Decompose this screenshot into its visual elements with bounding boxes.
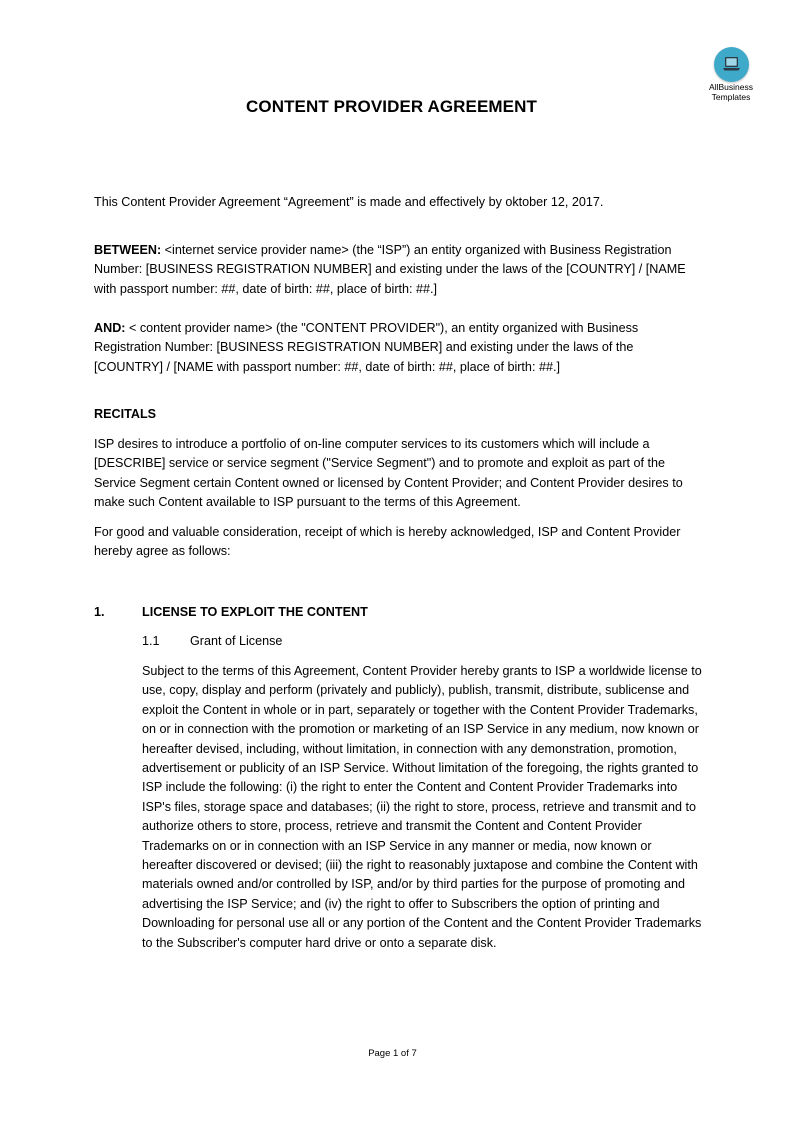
between-label: BETWEEN: <box>94 243 162 257</box>
recitals-heading: RECITALS <box>94 407 157 421</box>
grant-of-license-paragraph: Subject to the terms of this Agreement, Content Provider hereby grants to ISP a worldwide license to use, copy, display and perform (privately and publicly), publish, transmit, distribute, sublicense and exploit the Content in whole or in part, separately or together with the Content Provider Trademarks, on or in connection with the promotion or marketing of an ISP Service in any medium, now known or hereafter devised, including, without limitation, in connection with any demonstration, promotion, advertisement or publicity of an ISP Service. Without limitation of the foregoing, the rights granted to ISP include the following: (i) the right to enter the Content and Content Provider Trademarks into ISP's files, storage space and databases; (ii) the right to store, process, retrieve and transmit and to authorize others to store, process, retrieve and transmit the Content and Content Provider Trademarks on or in connection with an ISP Service in any manner or media, now known or hereafter discovered or devised; (iii) the right to reasonably juxtapose and combine the Content with materials owned and/or controlled by ISP, and/or by third parties for the purpose of promoting and advertising the ISP Service; and (iv) the right to offer to Subscribers the option of printing and Downloading for personal use all or any portion of the Content and the Content Provider Trademarks to the Subscriber's computer hard drive or onto a separate disk. <box>142 664 702 950</box>
recitals-paragraph-1: ISP desires to introduce a portfolio of on-line computer services to its customers which will include a [DESCRIBE] service or service segment ("Service Segment") and to promote and exploit as part of the Service Segment certain Content owned or licensed by Content Provider; and Content Provider desires to make such Content available to ISP pursuant to the terms of this Agreement. <box>94 437 683 510</box>
logo-line-1: AllBusiness <box>709 82 753 92</box>
document-title: CONTENT PROVIDER AGREEMENT <box>246 97 537 116</box>
and-party-paragraph <box>94 319 704 377</box>
subsection-1-1-heading <box>142 632 282 651</box>
brand-logo[interactable] <box>699 47 763 102</box>
recitals-paragraph-2: For good and valuable consideration, receipt of which is hereby acknowledged, ISP and Content Provider hereby agree as follows: <box>94 525 681 559</box>
section-1-title: LICENSE TO EXPLOIT THE CONTENT <box>142 605 368 619</box>
and-label: AND: <box>94 321 126 335</box>
logo-badge <box>714 47 749 82</box>
subsection-1-1-number: 1.1 <box>142 634 160 648</box>
section-1-number: 1. <box>94 605 105 619</box>
between-text: <internet service provider name> (the “ISP”) an entity organized with Business Registration Number: [BUSINESS REGISTRATION NUMBER] and existing under the laws of the [COUNTRY] / [NAME with passport number: ##, date of birth: ##, place of birth: ##.] <box>94 243 686 296</box>
page-footer: Page 1 of 7 <box>368 1048 417 1059</box>
logo-line-2: Templates <box>711 91 751 102</box>
intro-paragraph: This Content Provider Agreement “Agreement” is made and effectively by oktober 12, 2017. <box>94 195 604 209</box>
and-text: < content provider name> (the "CONTENT PROVIDER"), an entity organized with Business Registration Number: [BUSINESS REGISTRATION NUMBER] and existing under the laws of the [COUNTRY] / [NAME with passport number: ##, date of birth: ##, place of birth: ##.] <box>94 321 639 374</box>
subsection-1-1-title: Grant of License <box>190 634 283 648</box>
laptop-icon <box>722 56 741 72</box>
section-1-heading <box>94 603 368 622</box>
between-party-paragraph <box>94 241 704 299</box>
